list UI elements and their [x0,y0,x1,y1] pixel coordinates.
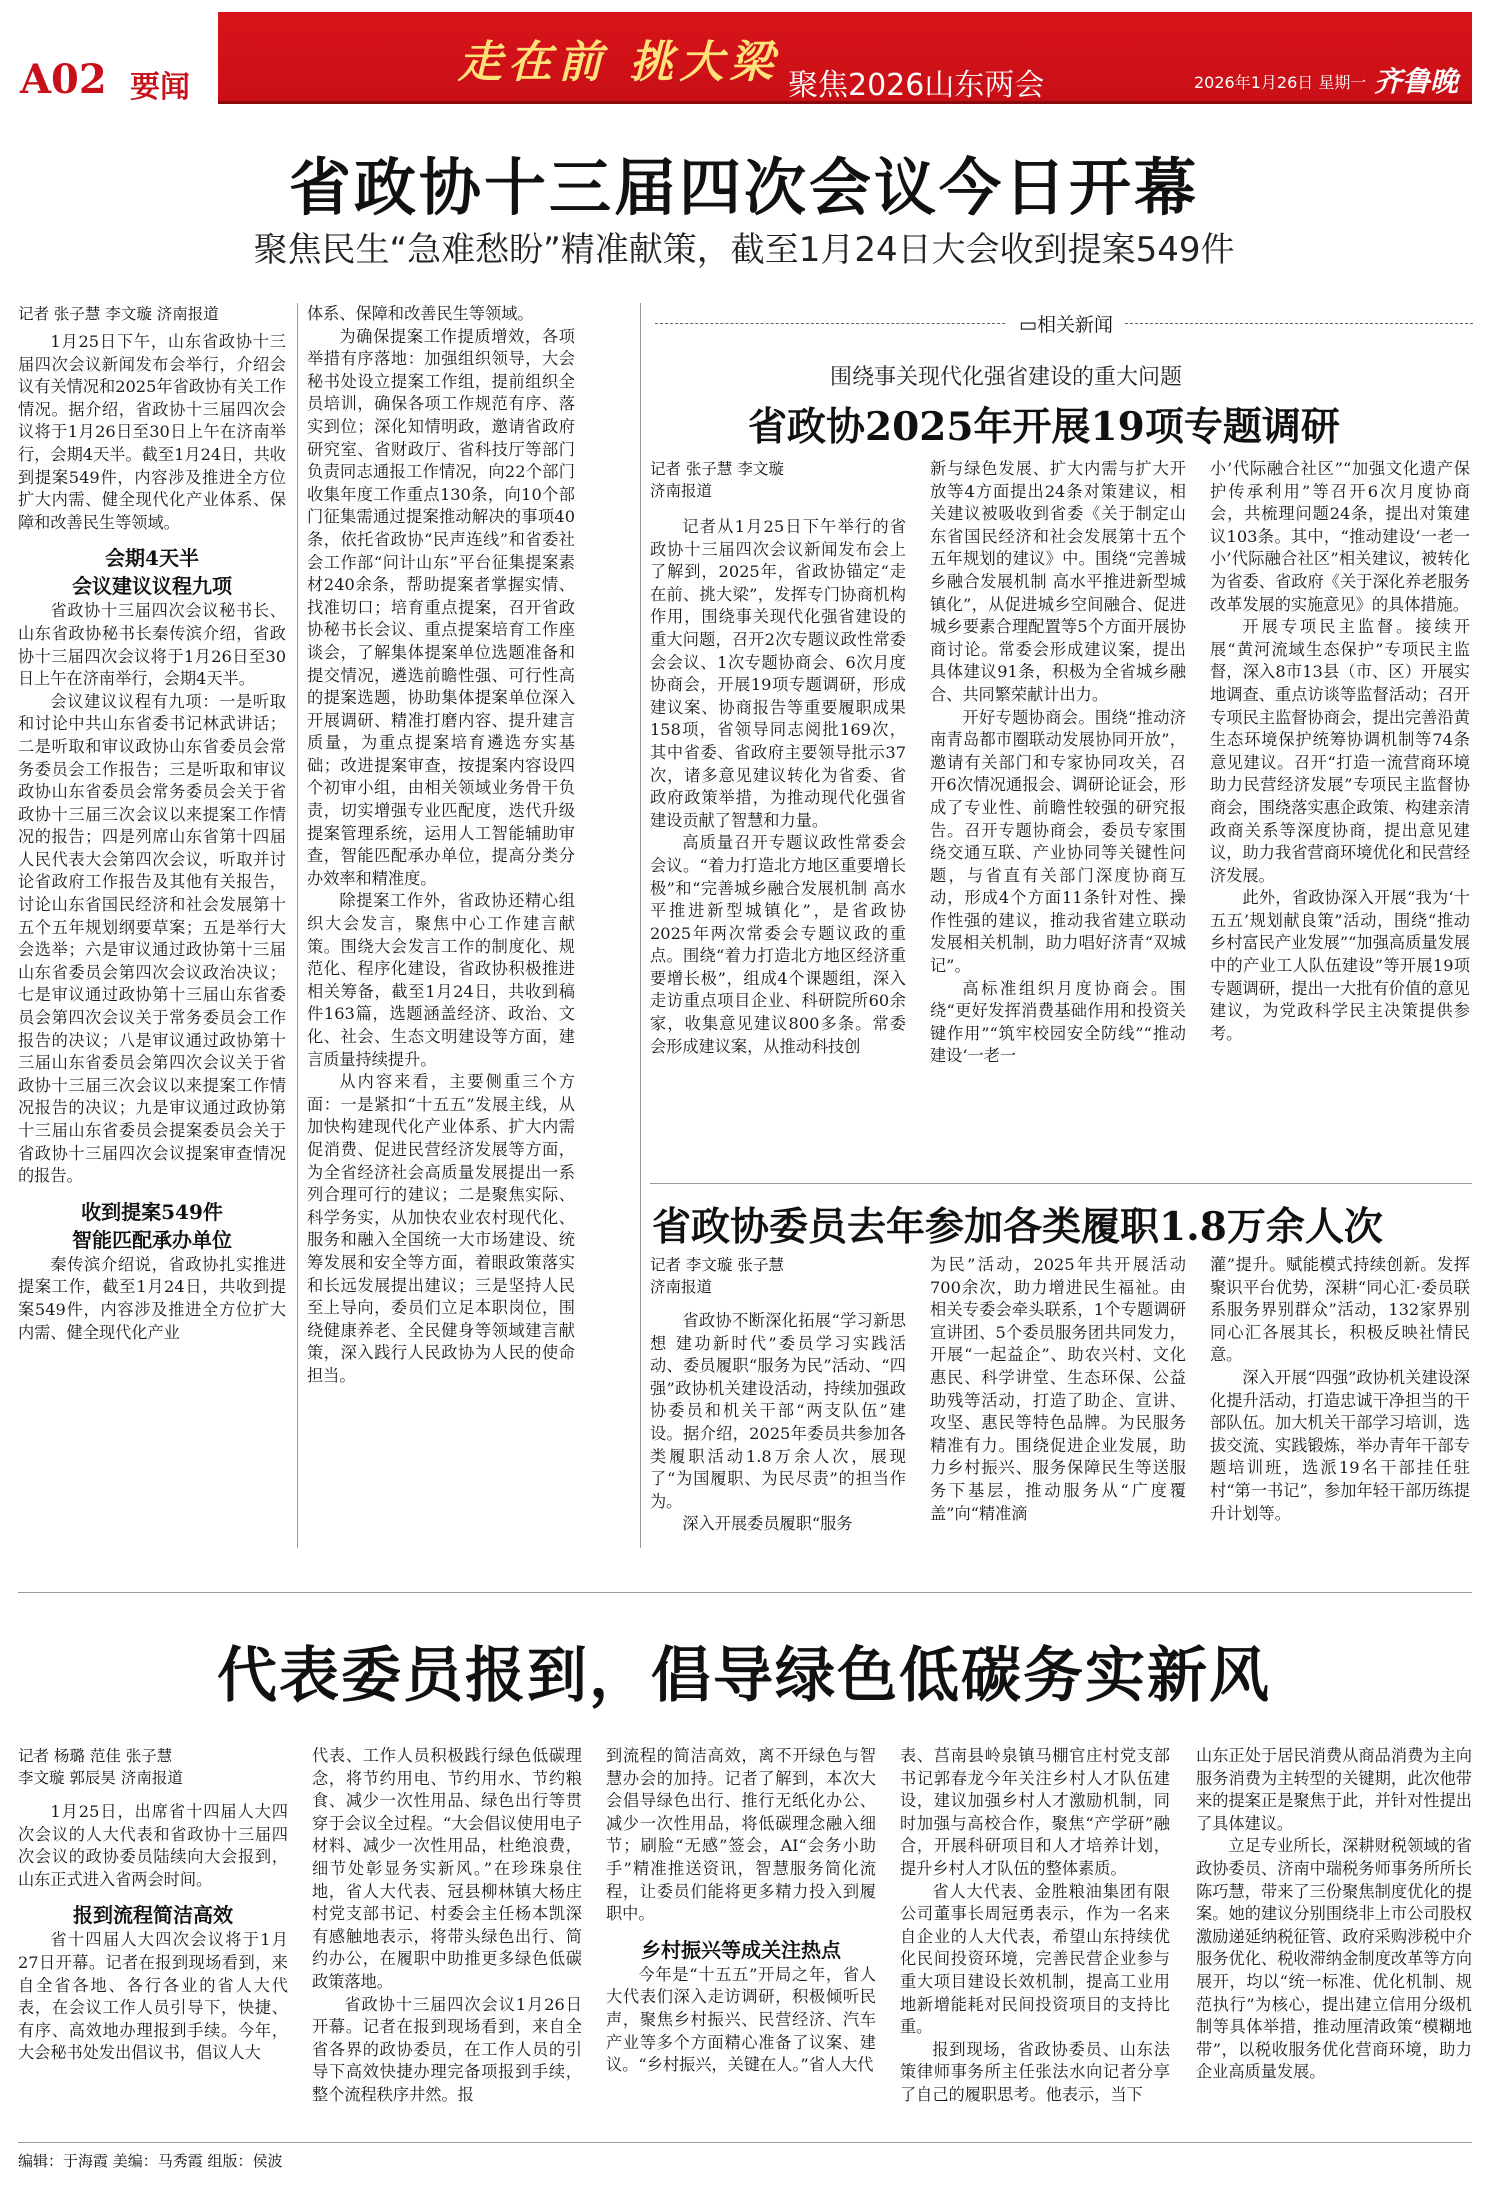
story4-column-2 [312,1745,582,2140]
story3-paragraph: 为民”活动，2025年共开展活动700余次，助力增进民生福祉。由相关专委会牵头联系，1个专题调研宣讲团、5个委员服务团共同发力，开展“一起益企”、助农兴村、文化惠民、科学讲堂、生态环保、公益助残等活动，打造了助企、宣讲、攻坚、惠民等特色品牌。为民服务精准有力。围绕促进企业发展，助力乡村振兴、服务保障民生等送服务下基层，推动服务从“广度覆盖”向“精准滴 [930,1255,1186,1523]
main-subheadline: 聚焦民生“急难愁盼”精准献策，截至1月24日大会收到提案549件 [253,230,1235,270]
story4-column-3 [606,1745,876,2140]
related-column-2 [930,458,1186,1170]
story4-headline: 代表委员报到，倡导绿色低碳务实新风 [217,1641,1271,1711]
main-subhead-1: 会期4天半 会议建议议程九项 [72,546,232,599]
page-credits: 编辑：于海霞 美编：马秀霞 组版：侯波 [18,2152,283,2170]
related-news-bar [655,308,1473,338]
newspaper-icon: ▭ [1019,314,1037,336]
story3-paragraph: 深入开展委员履职“服务 [682,1514,853,1534]
story3-paragraph: 深入开展“四强”政协机关建设深化提升活动，打造忠诚干净担当的干部队伍。加大机关干部学习培训，选拔交流、实践锻炼，举办青年干部专题培训班，选派19名干部挂任驻村“第一书记”，参加年轻干部历练提升计划等。 [1210,1367,1470,1523]
story4-paragraph: 代表、工作人员积极践行绿色低碳理念，将节约用电、节约用水、节约粮食、减少一次性用品、绿色出行等贯穿于会议全过程。“大会倡议使用电子材料、减少一次性用品，杜绝浪费，细节处彰显务实新风。”在珍珠泉住地，省人大代表、冠县柳林镇大杨庄村党支部书记、村委会主任杨本凯深有感触地表示，将带头绿色出行、简约办公，在履职中助推更多绿色低碳政策落地。 [312,1746,582,1991]
story3-column-1 [650,1254,906,1554]
main-paragraph: 除提案工作外，省政协还精心组织大会发言，聚焦中心工作建言献策。围绕大会发言工作的制度化、规范化、程序化建设，省政协积极推进相关筹备，截至1月24日，共收到稿件163篇，选题涵盖经济、政治、文化、社会、生态文明建设等方面，建言质量持续提升。 [307,891,575,1069]
main-paragraph: 体系、保障和改善民生等领域。 [307,304,534,323]
story3-column-3 [1210,1254,1470,1554]
story4-byline: 记者 杨璐 范佳 张子慧 李文璇 郭辰昊 济南报道 [18,1747,183,1787]
page-number: A02 [20,56,107,103]
related-paragraph: 开好专题协商会。围绕“推动济南青岛都市圈联动发展协同开放”，邀请有关部门和专家协同攻关，召开6次情况通报会、调研论证会，形成了专业性、前瞻性较强的研究报告。召开专题协商会，委员专家围绕交通互联、产业协同等关键性问题，与省直有关部门深度协商互动，形成4个方面11条针对性、操作性强的建议，推动我省建立联动发展相关机制，助力唱好济青“双城记”。 [930,707,1186,976]
related-paragraph: 新与绿色发展、扩大内需与扩大开放等4方面提出24条对策建议，相关建议被吸收到省委《关于制定山东省国民经济和社会发展第十五个五年规划的建议》中。围绕“完善城乡融合发展机制 高水平推进新型城镇化”，从促进城乡空间融合、促进城乡要素合理配置等5个方面开展协商讨论。常委会形成建议案，提出具体建议91条，积极为全省城乡融合、共同繁荣献计出力。 [930,459,1186,704]
story3-paragraph: 灌”提升。赋能模式持续创新。发挥聚识平台优势，深耕“同心汇·委员联系服务界别群众”活动，132家界别同心汇各展其长，积极反映社情民意。 [1210,1255,1470,1365]
main-paragraph: 为确保提案工作提质增效，各项举措有序落地：加强组织领导，大会秘书处设立提案工作组，提前组织全员培训，确保各项工作规范有序、落实到位；深化知情明政，邀请省政府研究室、省财政厅、省科技厅等部门负责同志通报工作情况，向22个部门收集年度工作重点130条，向10个部门征集需通过提案推动解决的事项40条，依托省政协“民声连线”和省委社会工作部“问计山东”平台征集提案素材240余条，帮助提案者掌握实情、找准切口；培育重点提案，召开省政协秘书长会议、重点提案培育工作座谈会，了解集体提案单位选题准备和提交情况，遴选前瞻性强、可行性高的提案选题，协助集体提案单位深入开展调研、精准打磨内容、提升建言质量，为重点提案培育遴选夯实基础；改进提案审查，按提案内容设四个初审小组，由相关领域业务骨干负责，切实增强专业匹配度，迭代升级提案管理系统，运用人工智能辅助审查，智能匹配承办单位，提高分类分办效率和精准度。 [307,326,575,888]
story4-paragraph: 省政协十三届四次会议1月26日开幕。记者在报到现场看到，来自全省各界的政协委员，在工作人员的引导下高效快捷办理完备项报到手续，整个流程秩序井然。报 [312,1994,582,2104]
related-byline: 记者 张子慧 李文璇 济南报道 [650,460,784,500]
related-paragraph: 此外，省政协深入开展“我为‘十五五’规划献良策”活动，围绕“推动乡村富民产业发展”“加强高质量发展中的产业工人队伍建设”等开展19项专题调研，提出一大批有价值的意见建议，为党政科学民主决策提供参考。 [1210,888,1470,1043]
story4-paragraph: 今年是“十五五”开局之年，省人大代表们深入走访调研，积极倾听民声，聚焦乡村振兴、民营经济、汽车产业等多个方面精心准备了议案、建议。“乡村振兴，关键在人。”省人大代 [606,1964,876,2075]
story4-paragraph: 表、莒南县岭泉镇马棚官庄村党支部书记郭春龙今年关注乡村人才队伍建设，建议加强乡村人才激励机制，同时加强与高校合作，聚焦“产学研”融合，开展科研项目和人才培养计划，提升乡村人才队伍的整体素质。 [900,1746,1170,1878]
related-column-1 [650,458,906,1170]
main-story-column-2 [307,303,575,1548]
story4-paragraph: 报到现场，省政协委员、山东法策律师事务所主任张法水向记者分享了自己的履职思考。他表示，当下 [900,2039,1170,2104]
story4-subhead-1: 报到流程简洁高效 [73,1903,233,1928]
related-paragraph: 高质量召开专题议政性常委会会议。“着力打造北方地区重要增长极”和“完善城乡融合发展机制 高水平推进新型城镇化”，是省政协2025年两次常委会专题议政的重点。围绕“着力打造北方地区经济重要增长极”，组成4个课题组，深入走访重点项目企业、科研院所60余家，收集意见建议800多条。常委会形成建议案，从推动科技创 [650,833,906,1056]
section-name: 要闻 [130,70,190,105]
related-news-label: ▭相关新闻 [1019,314,1113,336]
story4-paragraph: 省人大代表、金胜粮油集团有限公司董事长周冠勇表示，作为一名来自企业的人大代表，希望山东持续优化民间投资环境，完善民营企业参与重大项目建设长效机制，提高工业用地新增能耗对民间投资项目的支持比重。 [900,1881,1170,2037]
dashed-rule [1125,323,1473,324]
main-paragraph: 秦传滨介绍说，省政协扎实推进提案工作，截至1月24日，共收到提案549件，内容涉及推进全方位扩大内需、健全现代化产业 [18,1254,286,1342]
related-paragraph: 高标准组织月度协商会。围绕“更好发挥消费基础作用和投资关键作用”“筑牢校园安全防线”“推动建设‘一老一 [930,978,1186,1066]
main-paragraph: 省政协十三届四次会议秘书长、山东省政协秘书长秦传滨介绍，省政协十三届四次会议将于1月26日至30日上午在济南举行，会期4天半。 [18,601,286,689]
story4-subhead-2: 乡村振兴等成关注热点 [641,1937,841,1962]
related-column-3 [1210,458,1470,1170]
main-headline: 省政协十三届四次会议今日开幕 [288,151,1199,224]
story-divider [18,1592,1472,1593]
story4-paragraph: 省十四届人大四次会议将于1月27日开幕。记者在报到现场看到，来自全省各地、各行各业的省人大代表，在会议工作人员引导下，快捷、有序、高效地办理报到手续。今年，大会秘书处发出倡议书，倡议人大 [18,1930,288,2063]
story4-paragraph: 山东正处于居民消费从商品消费为主向服务消费为主转型的关键期，此次他带来的提案正是聚焦于此，并针对性提出了具体建议。 [1196,1746,1472,1833]
related-headline: 省政协2025年开展19项专题调研 [748,404,1340,450]
story3-paragraph: 省政协不断深化拓展“学习新思想 建功新时代”委员学习实践活动、委员履职“服务为民”活动、“四强”政协机关建设活动，持续加强政协委员和机关干部“两支队伍”建设。据介绍，2025年委员共参加各类履职活动1.8万余人次，展现了“为国履职、为民尽责”的担当作为。 [650,1311,906,1511]
newspaper-logo: 齐鲁晚报 [1374,65,1459,138]
column-divider [640,303,641,1548]
main-byline: 记者 张子慧 李文璇 济南报道 [18,305,219,323]
issue-date: 2026年1月26日 星期一 [1194,73,1367,92]
related-paragraph: 记者从1月25日下午举行的省政协十三届四次会议新闻发布会上了解到，2025年，省政协锚定“走在前、挑大梁”，发挥专门协商机构作用，围绕事关现代化强省建设的重大问题，召开2次专题议政性常委会会议、1次专题协商会、6次月度协商会，开展19项专题调研，形成建议案、协商报告等重要履职成果158项，省领导同志阅批169次，其中省委、省政府主要领导批示37次，诸多意见建议转化为省委、省政府政策举措，为推动现代化强省建设贡献了智慧和力量。 [650,517,906,830]
related-kicker: 围绕事关现代化强省建设的重大问题 [830,365,1183,390]
column-divider [297,303,298,1548]
main-story-column-1 [18,303,286,1548]
story4-column-4 [900,1745,1170,2140]
story3-byline: 记者 李文璇 张子慧 济南报道 [650,1256,784,1296]
masthead [18,12,1472,138]
main-paragraph: 从内容来看，主要侧重三个方面：一是紧扣“十五五”发展主线，从加快构建现代化产业体系、扩大内需促消费、促进民营经济发展等方面，为全省经济社会高质量发展提出一系列合理可行的建议；二是聚焦实际、科学务实，从加快农业农村现代化、服务和融入全国统一大市场建设、统筹发展和安全等方面，着眼政策落实和长远发展提出建议；三是坚持人民至上导向，委员们立足本职岗位，围绕健康养老、全民健身等领域建言献策，深入践行人民政协为人民的使命担当。 [307,1072,575,1385]
related-paragraph: 小’代际融合社区”“加强文化遗产保护传承利用”等召开6次月度协商会，共梳理问题24条，提出对策建议103条。其中，“推动建设‘一老一小’代际融合社区”相关建议，被转化为省委、省政府《关于深化养老服务改革发展的实施意见》的具体措施。 [1210,459,1470,614]
story4-column-1 [18,1745,288,2140]
main-subhead-2: 收到提案549件 智能匹配承办单位 [72,1199,232,1252]
story4-column-5 [1196,1745,1472,2140]
related-paragraph: 开展专项民主监督。接续开展“黄河流域生态保护”专项民主监督，深入8市13县（市、区）开展实地调查、重点访谈等监督活动；召开专项民主监督协商会，提出完善沿黄生态环境保护统筹协调机制等74条意见建议。召开“打造一流营商环境 助力民营经济发展”专项民主监督协商会，围绕落实惠企政策、构建亲清政商关系等深度协商，提出意见建议，助力我省营商环境优化和民营经济发展。 [1210,617,1470,885]
masthead-slogan: 走在前 挑大梁 [458,37,780,88]
main-paragraph: 会议建议议程有九项：一是听取和讨论中共山东省委书记林武讲话；二是听取和审议政协山东省委员会常务委员会工作报告；三是听取和审议政协山东省委员会常务委员会关于省政协十三届三次会议以来提案工作情况的报告；四是列席山东省第十四届人民代表大会第四次会议，听取并讨论省政府工作报告及其他有关报告，讨论山东省国民经济和社会发展第十五个五年规划纲要草案；五是举行大会选举；六是审议通过政协第十三届山东省委员会第四次会议政治决议；七是审议通过政协第十三届山东省委员会第四次会议关于常务委员会工作报告的决议；八是审议通过政协第十三届山东省委员会第四次会议关于省政协十三届三次会议以来提案工作情况报告的决议；九是审议通过政协第十三届山东省委员会提案委员会关于省政协十三届四次会议提案审查情况的报告。 [18,691,286,1186]
story3-column-2 [930,1254,1186,1554]
footer-rule [18,2142,1472,2143]
story4-paragraph: 到流程的简洁高效，离不开绿色与智慧办会的加持。记者了解到，本次大会倡导绿色出行、推行无纸化办公、减少一次性用品，将低碳理念融入细节；刷脸“无感”签会，AI“会务小助手”精准推送资讯，智慧服务简化流程，让委员们能将更多精力投入到履职中。 [606,1746,876,1924]
story3-headline: 省政协委员去年参加各类履职1.8万余人次 [652,1204,1383,1250]
story4-paragraph: 立足专业所长，深耕财税领域的省政协委员、济南中瑞税务师事务所所长陈巧慧，带来了三份聚焦制度优化的提案。她的建议分别围绕非上市公司股权激励递延纳税征管、政府采购涉税中介服务优化、税收滞纳金制度改革等方向展开，均以“统一标准、优化机制、规范执行”为核心，提出建立信用分级机制等具体举措，推动厘清政策“模糊地带”，以税收服务优化营商环境，助力企业高质量发展。 [1196,1836,1472,2082]
dashed-rule [655,323,1005,324]
story4-paragraph: 1月25日，出席省十四届人大四次会议的人大代表和省政协十三届四次会议的政协委员陆续向大会报到，山东正式进入省两会时间。 [18,1802,288,1889]
main-paragraph: 1月25日下午，山东省政协十三届四次会议新闻发布会举行，介绍会议有关情况和2025年省政协有关工作情况。据介绍，省政协十三届四次会议将于1月26日至30日上午在济南举行，会期4天半。截至1月24日，共收到提案549件，内容涉及推进全方位扩大内需、健全现代化产业体系、保障和改善民生等领域。 [18,332,286,532]
story-divider [650,1183,1472,1184]
masthead-focus: 聚焦2026山东两会 [788,68,1045,103]
